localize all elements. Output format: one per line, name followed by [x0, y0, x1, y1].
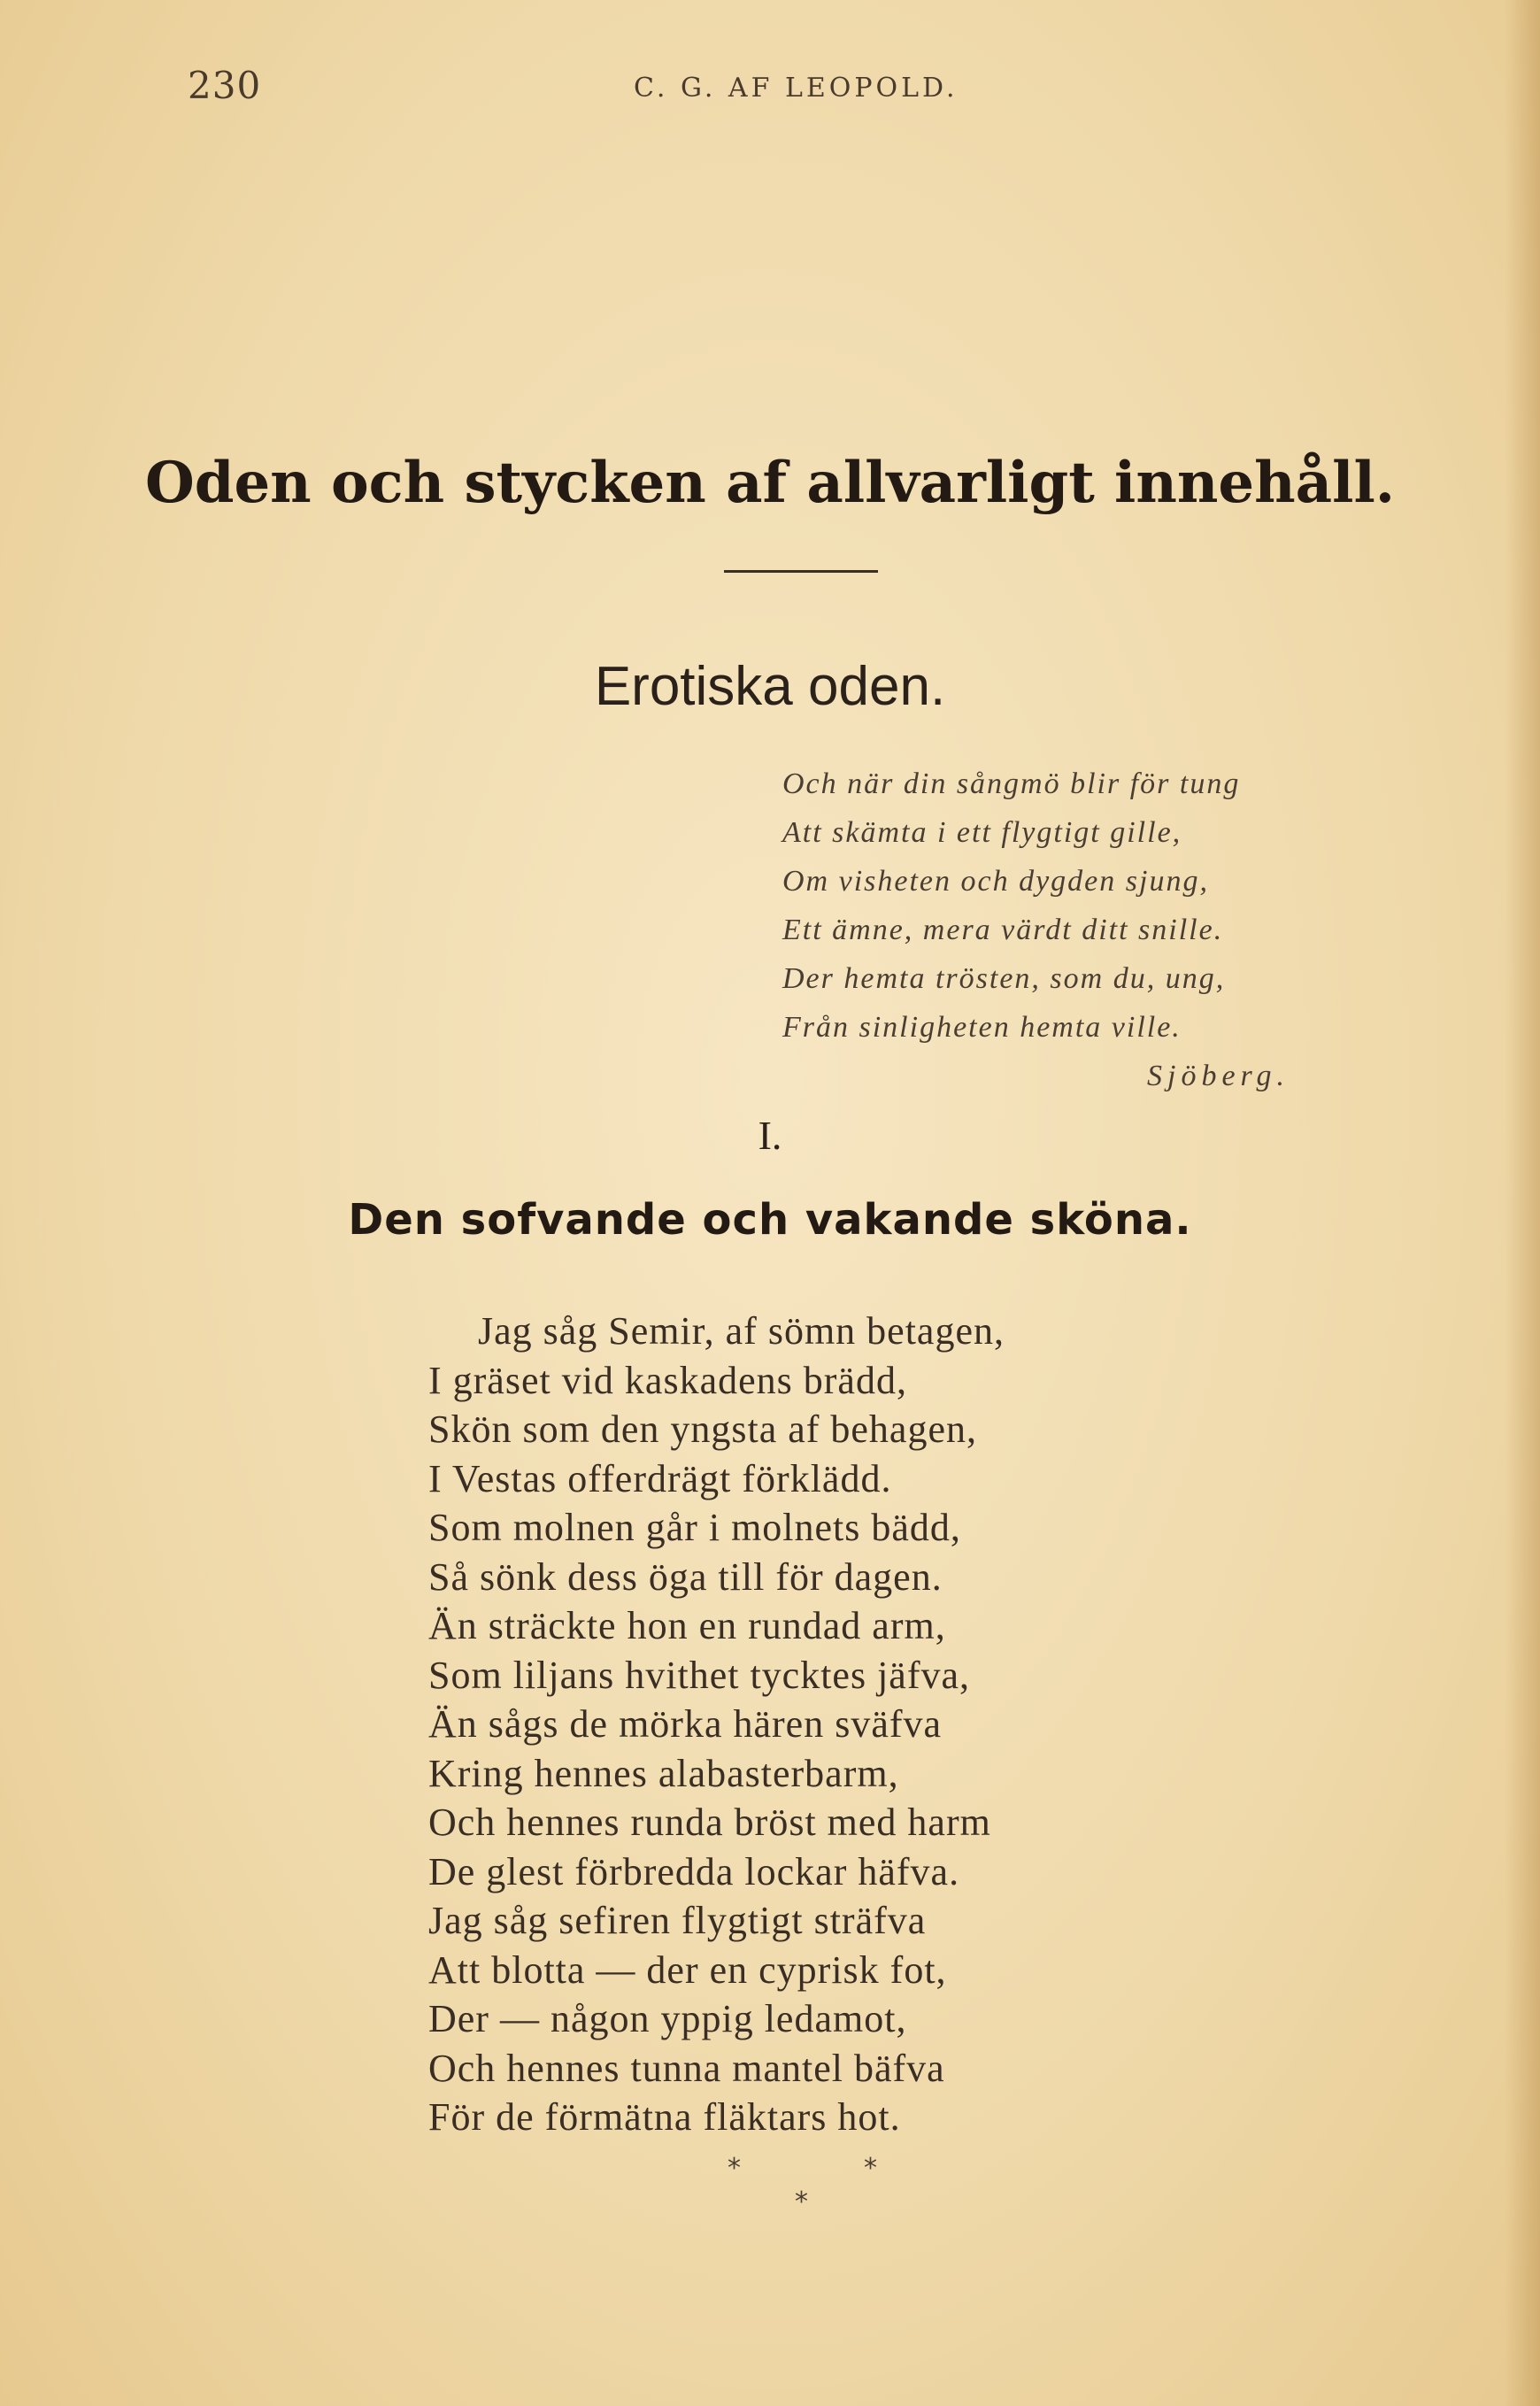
poem-line: Än sågs de mörka hären sväfva	[428, 1702, 943, 1746]
epigraph-author: Sjöberg.	[1147, 1060, 1290, 1092]
asterism-ornament	[0, 2153, 1540, 2232]
page-header	[0, 55, 1540, 108]
poem-line: Jag såg sefiren flygtigt sträfva	[428, 1899, 927, 1942]
poem-line: Skön som den yngsta af behagen,	[428, 1407, 977, 1451]
poem-line: Jag såg Semir, af sömn betagen,	[478, 1309, 1005, 1353]
poem-line: De glest förbredda lockar häfva.	[428, 1849, 960, 1893]
poem-line: För de förmätna fläktars hot.	[428, 2095, 901, 2139]
epigraph-line: Från sinligheten hemta ville.	[782, 1011, 1182, 1044]
epigraph-line: Ett ämne, mera värdt ditt snille.	[782, 914, 1224, 946]
epigraph	[782, 760, 1455, 1100]
poem-line: I gräset vid kaskadens brädd,	[428, 1358, 907, 1402]
subtitle: Erotiska oden.	[594, 656, 946, 717]
epigraph-line: Att skämta i ett flygtigt gille,	[782, 816, 1182, 849]
poem-line: I Vestas offerdrägt förklädd.	[428, 1456, 892, 1500]
poem-line: Som molnen går i molnets bädd,	[428, 1506, 961, 1549]
poem-line: Och hennes runda bröst med harm	[428, 1801, 991, 1844]
running-title: C. G. AF LEOPOLD.	[634, 73, 959, 104]
epigraph-line: Der hemta trösten, som du, ung,	[782, 962, 1226, 995]
section-title: Oden och stycken af allvarligt innehåll.	[144, 450, 1396, 516]
poem-line: Kring hennes alabasterbarm,	[428, 1751, 899, 1795]
epigraph-line: Om visheten och dygden sjung,	[782, 865, 1209, 898]
poem-line: Att blotta — der en cyprisk fot,	[428, 1947, 947, 1992]
poem-line: Som liljans hvithet tycktes jäfva,	[428, 1653, 971, 1697]
page-number: 230	[188, 64, 262, 107]
asterism-star: *	[795, 2186, 808, 2217]
poem-line: Och hennes tunna mantel bäfva	[428, 2046, 945, 2090]
part-number: I.	[758, 1113, 782, 1158]
poem-body	[428, 1307, 1225, 2142]
poem-line: Än sträckte hon en rundad arm,	[428, 1604, 946, 1647]
title-divider	[724, 570, 878, 573]
asterism-star: *	[728, 2153, 741, 2184]
epigraph-line: Och när din sångmö blir för tung	[782, 767, 1241, 800]
asterism-star: *	[864, 2153, 877, 2184]
poem-line: Så sönk dess öga till för dagen.	[428, 1554, 943, 1599]
poem-line: Der — någon yppig ledamot,	[428, 1997, 907, 2040]
poem-title: Den sofvande och vakande sköna.	[348, 1195, 1192, 1245]
